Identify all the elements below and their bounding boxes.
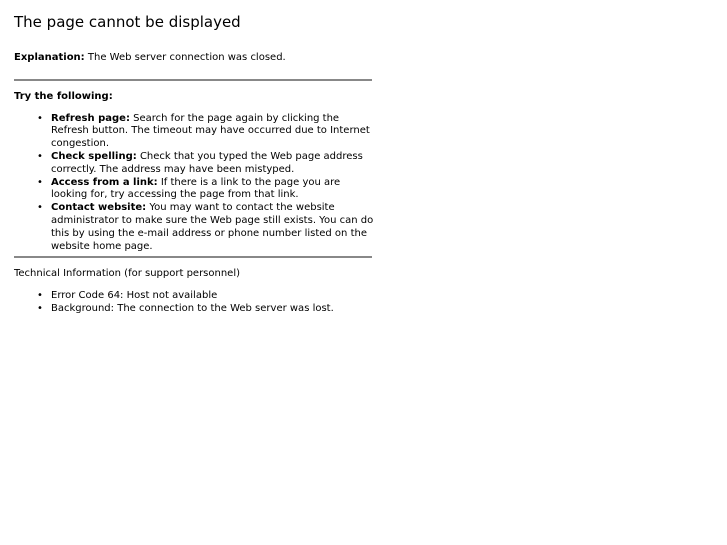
suggestion-spelling — [37, 150, 374, 177]
suggestion-text: If there is a link to the page you are looking for, try accessing the page from that link. — [51, 176, 341, 201]
suggestion-text: You may want to contact the website administrator to make sure the Web page still exists. You can do this by using the e-mail address or phone number listed on the website home page. — [51, 202, 374, 252]
divider — [14, 256, 372, 258]
explanation-text: The Web server connection was closed. — [87, 52, 286, 63]
suggestion-label: Access from a link: — [51, 176, 158, 188]
suggestion-text: Search for the page again by clicking the Refresh button. The timeout may have occurred due to Internet congestion. — [51, 112, 370, 150]
bullet-icon: • — [37, 290, 43, 302]
tech-item — [37, 290, 374, 303]
tech-item — [37, 302, 374, 316]
suggestion-label: Contact website: — [51, 202, 147, 214]
explanation-label: Explanation: — [14, 52, 85, 63]
divider — [14, 79, 372, 81]
suggestion-label: Refresh page: — [51, 112, 130, 124]
bullet-icon: • — [37, 176, 43, 188]
suggestion-list — [14, 113, 374, 254]
bullet-icon: • — [37, 202, 43, 214]
suggestion-label: Check spelling: — [51, 150, 137, 162]
tech-info-list — [14, 290, 374, 316]
tech-item-text: Error Code 64: Host not available — [51, 290, 218, 302]
suggestion-contact — [37, 202, 374, 253]
tech-heading: Technical Information (for support personnel) — [14, 268, 241, 280]
suggestion-link — [37, 176, 374, 203]
bullet-icon: • — [37, 302, 43, 314]
try-heading: Try the following: — [14, 90, 113, 102]
explanation — [14, 52, 374, 65]
tech-item-text: Background: The connection to the Web server was lost. — [51, 302, 334, 314]
error-content — [14, 52, 374, 316]
page-title: The page cannot be displayed — [14, 13, 241, 31]
suggestion-text: Check that you typed the Web page address correctly. The address may have been mistyped. — [51, 150, 363, 175]
suggestion-refresh — [37, 112, 374, 151]
bullet-icon: • — [37, 112, 43, 124]
bullet-icon: • — [37, 150, 43, 162]
